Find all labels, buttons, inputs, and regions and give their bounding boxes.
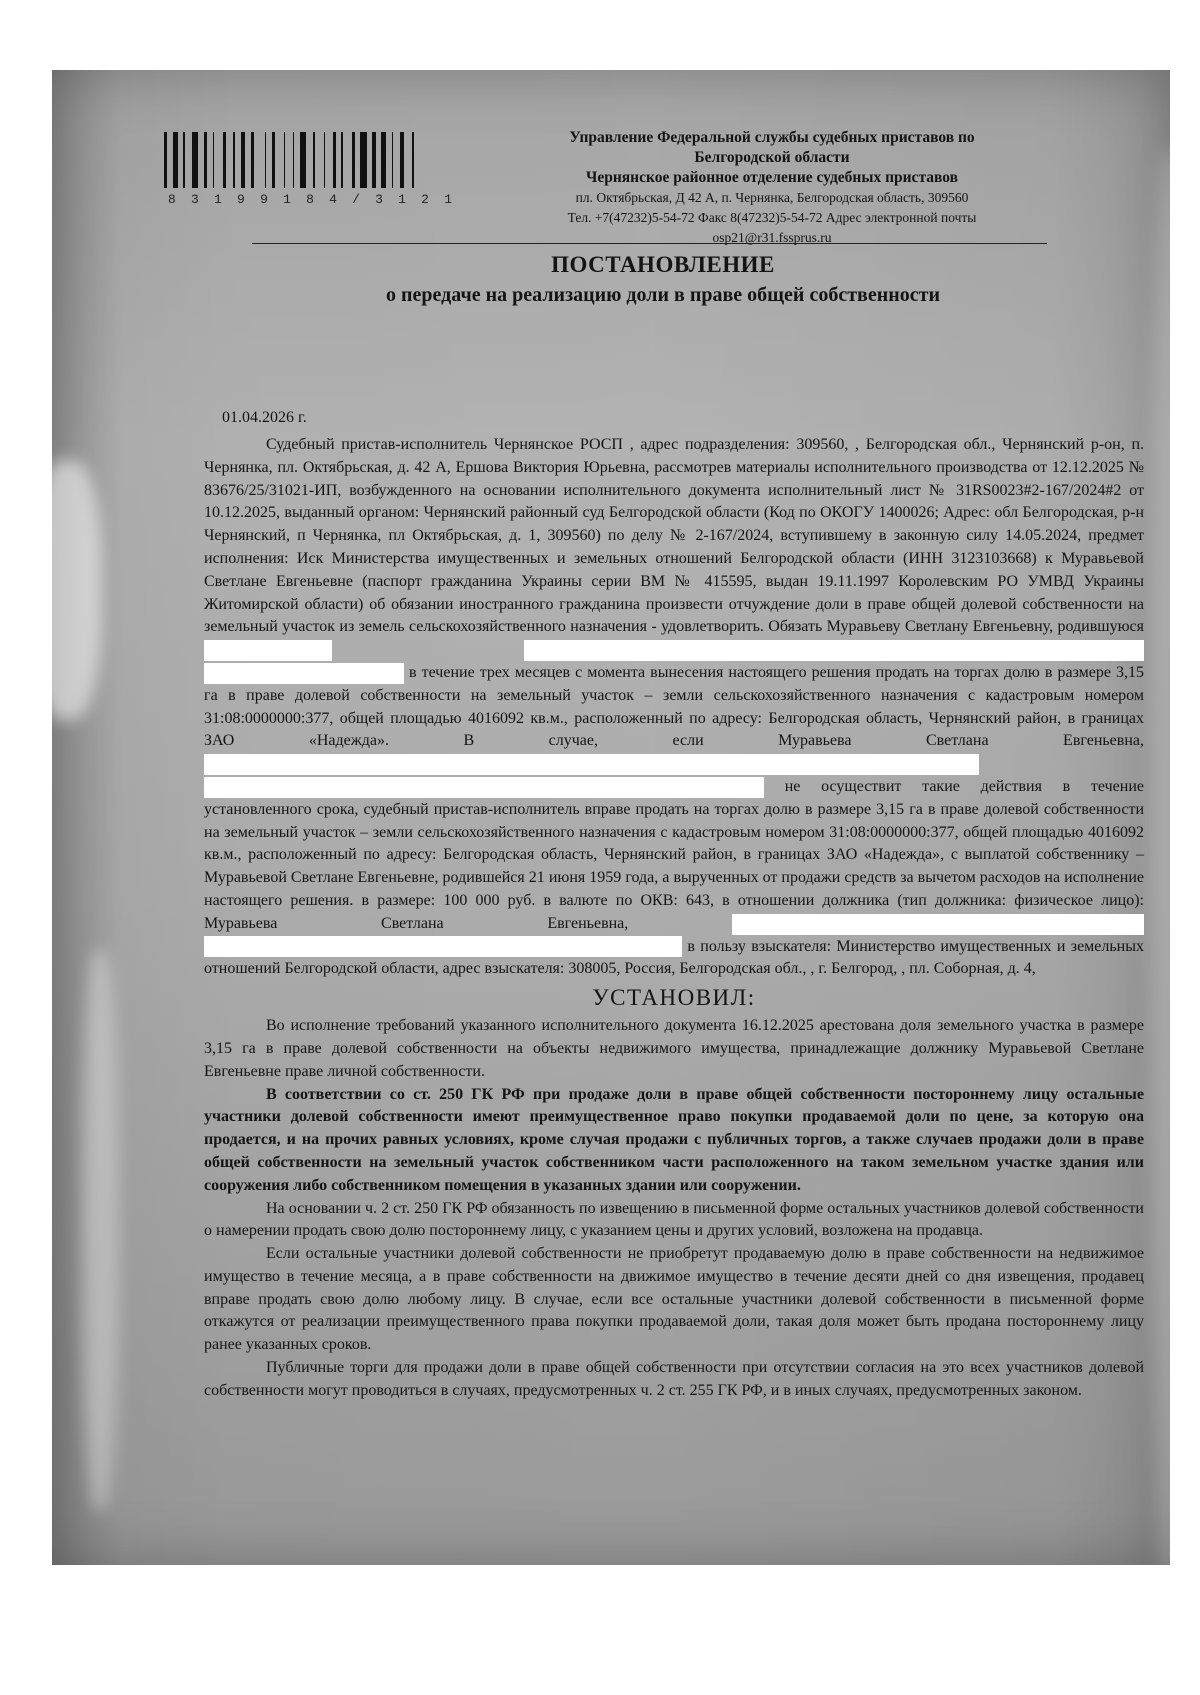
barcode-bar	[416, 132, 418, 188]
barcode-bars	[164, 132, 456, 188]
barcode-bar	[357, 132, 359, 188]
redaction-box	[204, 663, 404, 684]
barcode-bar	[378, 132, 380, 188]
barcode-bar	[251, 132, 254, 188]
barcode-bar	[317, 132, 322, 188]
barcode-bar	[209, 132, 211, 188]
barcode-digit: 1	[214, 192, 222, 207]
agency-address: пл. Октябрьская, Д 42 А, п. Чернянка, Белгородская область, 309560	[575, 190, 969, 205]
barcode-digit: 2	[421, 192, 429, 207]
barcode-bar	[406, 132, 411, 188]
document-date: 01.04.2026 г.	[222, 409, 307, 426]
paragraph-arrest: Во исполнение требований указанного исполнительного документа 16.12.2025 арестована доля земельного участка в размере 3,15 га в праве долевой собственности на объекты недвижимого имущества, принадлежащие должнику Муравьевой Светлане Евгеньевне праве личной собственности.	[204, 1017, 1144, 1080]
title-subtitle: о передаче на реализацию доли в праве общей собственности	[386, 284, 940, 306]
barcode-bar	[395, 132, 398, 188]
scan-streak	[82, 950, 118, 1510]
intro-text-a: Судебный пристав-исполнитель Чернянское РОСП , адрес подразделения: 309560, , Белгородская обл., Чернянский р-он, п. Чернянка, пл. Октябрьская, д. 42 А, Ершова Виктория Юрьевна, рассмотрев материалы исполнительного производства от 12.12.2025 № 83676/25/31021-ИП, возбужденного на основании исполнительного документа исполнительный лист № 31RS0023#2-167/2024#2 от 10.12.2025, выданный органом: Чернянский районный суд Белгородской области (Код по ОКОГУ 1400026; Адрес: обл Белгородская, р-н Чернянский, п Чернянка, пл Октябрьская, д. 1, 309560) по делу № 2-167/2024, вступившему в законную силу 14.05.2024, предмет исполнения: Иск Министерства имущественных и земельных отношений Белгородской области (ИНН 3123103668) к Муравьевой Светлане Евгеньевне (паспорт гражданина Украины серии ВМ № 415595, выдан 19.11.1997 Королевским РО УМВД Украины Житомирской области) об обязании иностранного гражданина произвести отчуждение доли в праве общей долевой собственности на земельный участок из земель сельскохозяйственного назначения - удовлетворить. Обязать Муравьеву Светлану Евгеньевну, родившуюся	[204, 436, 1144, 636]
title-main: ПОСТАНОВЛЕНИЕ	[551, 252, 775, 277]
scan-streak	[32, 460, 102, 720]
redaction-box	[204, 936, 682, 957]
scanned-page	[52, 70, 1170, 1565]
paragraph-sale-terms: Если остальные участники долевой собственности не приобретут продаваемую долю в праве собственности на недвижимое имущество в течение месяца, а в праве собственности на движимое имущество в течение десяти дней со дня извещения, продавец вправе продать свою долю любому лицу. В случае, если все остальные участники долевой собственности в письменной форме откажутся от реализации преимущественного права покупки продаваемой доли, такая доля может быть продана постороннему лицу ранее указанных сроков.	[204, 1245, 1144, 1354]
document-body	[204, 434, 1144, 1403]
barcode-digit: 1	[444, 192, 452, 207]
redaction-box	[204, 754, 979, 775]
barcode-bar	[213, 132, 215, 188]
barcode-bar	[268, 132, 270, 188]
barcode-bar	[164, 132, 167, 188]
barcode-digit: 8	[306, 192, 314, 207]
paragraph-article-250: В соответствии со ст. 250 ГК РФ при продаже доли в праве общей собственности постороннему лицу остальные участники долевой собственности имеют преимущественное право покупки продаваемой доли по цене, за которую она продается, и на прочих равных условиях, кроме случая продажи с публичных торгов, а также случаев продажи доли в праве общей собственности на земельный участок собственником части расположенного на таком земельном участке здания или сооружения либо собственником помещения в указанных здании или сооружении.	[204, 1085, 1144, 1194]
barcode-bar	[192, 132, 198, 188]
barcode-bar	[287, 132, 290, 188]
barcode	[164, 132, 456, 207]
barcode-digit: 3	[191, 192, 199, 207]
section-heading: УСТАНОВИЛ:	[592, 985, 756, 1011]
redaction-box	[204, 640, 332, 661]
barcode-bar	[200, 132, 202, 188]
barcode-digit: /	[352, 192, 360, 207]
barcode-bar	[345, 132, 350, 188]
barcode-bar	[216, 132, 221, 188]
barcode-bar	[327, 132, 330, 188]
barcode-bar	[313, 132, 315, 188]
barcode-bar	[204, 132, 207, 188]
barcode-bar	[256, 132, 262, 188]
barcode-bar	[237, 132, 239, 188]
barcode-bar	[341, 132, 343, 188]
paragraph-notice: На основании ч. 2 ст. 250 ГК РФ обязанность по извещению в письменной форме остальных участников долевой собственности о намерении продать свою долю постороннему лицу, с указанием цены и других условий, возложена на продавца.	[204, 1199, 1144, 1240]
barcode-bar	[352, 132, 355, 188]
barcode-bar	[228, 132, 231, 188]
barcode-digit: 1	[283, 192, 291, 207]
barcode-bar	[265, 132, 267, 188]
barcode-bar	[392, 132, 394, 188]
barcode-bar	[338, 132, 340, 188]
barcode-digit: 9	[260, 192, 268, 207]
header-rule	[252, 243, 1047, 244]
barcode-bar	[180, 132, 182, 188]
barcode-bar	[169, 132, 171, 188]
redaction-box	[732, 914, 1144, 935]
barcode-bar	[277, 132, 282, 188]
agency-header	[492, 128, 1052, 248]
barcode-digit: 9	[237, 192, 245, 207]
barcode-bar	[372, 132, 375, 188]
barcode-bar	[412, 132, 414, 188]
agency-phones: Тел. +7(47232)5-54-72 Факс 8(47232)5-54-72 Адрес электронной почты	[567, 210, 977, 225]
agency-line-2: Белгородской области	[694, 149, 850, 166]
barcode-bar	[381, 132, 386, 188]
paragraph-public-auction: Публичные торги для продажи доли в праве общей собственности при отсутствии согласия на это всех участников долевой собственности могут проводиться в случаях, предусмотренных ч. 2 ст. 255 ГК РФ, и в иных случаях, предусмотренных законом.	[204, 1359, 1144, 1399]
barcode-digit: 4	[329, 192, 337, 207]
document-title	[104, 250, 1200, 310]
barcode-digits	[164, 192, 456, 207]
barcode-bar	[247, 132, 249, 188]
agency-email: osp21@r31.fssprus.ru	[712, 230, 832, 245]
barcode-bar	[284, 132, 286, 188]
barcode-bar	[293, 132, 295, 188]
barcode-digit: 1	[398, 192, 406, 207]
barcode-bar	[223, 132, 226, 188]
barcode-bar	[400, 132, 403, 188]
barcode-bar	[241, 132, 246, 188]
barcode-bar	[296, 132, 298, 188]
redaction-box	[524, 640, 1144, 661]
barcode-bar	[272, 132, 275, 188]
barcode-bar	[308, 132, 311, 188]
barcode-digit: 8	[168, 192, 176, 207]
barcode-bar	[388, 132, 390, 188]
intro-text-b: в течение трех месяцев с момента вынесения настоящего решения продать на торгах долю в размере 3,15 га в праве долевой собственности на земельный участок – земли сельскохозяйственного назначения с кадастровым номером 31:08:0000000:377, общей площадью 4016092 кв.м., расположенный по адресу: Белгородская область, Чернянский район, в границах ЗАО «Надежда». В случае, если Муравьева Светлана Евгеньевна,	[204, 663, 1145, 750]
barcode-bar	[324, 132, 326, 188]
agency-line-3: Чернянское районное отделение судебных приставов	[585, 169, 958, 186]
barcode-bar	[233, 132, 235, 188]
scan-streak	[1152, 150, 1192, 1580]
agency-line-1: Управление Федеральной службы судебных приставов по	[569, 129, 975, 146]
barcode-bar	[300, 132, 306, 188]
barcode-digit: 3	[375, 192, 383, 207]
barcode-bar	[333, 132, 336, 188]
intro-text-d: в пользу взыскателя: Министерство имущественных и земельных отношений Белгородской области, адрес взыскателя: 308005, Россия, Белгородская обл., , г. Белгород, , пл. Соборная, д. 4,	[204, 937, 1144, 978]
barcode-bar	[183, 132, 185, 188]
barcode-bar	[369, 132, 371, 188]
paragraph-intro	[204, 434, 1144, 981]
redaction-box	[204, 777, 764, 798]
barcode-bar	[173, 132, 178, 188]
barcode-bar	[360, 132, 366, 188]
intro-text-c: не осуществит такие действия в течение установленного срока, судебный пристав-исполнитель вправе продать на торгах долю в размере 3,15 га в праве долевой собственности на земельный участок – земли сельскохозяйственного назначения с кадастровым номером 31:08:0000000:377, общей площадью 4016092 кв.м., расположенный по адресу: Белгородская область, Чернянский район, в границах ЗАО «Надежда», с выплатой собственнику – Муравьевой Светлане Евгеньевне, родившейся 21 июня 1959 года, а вырученных от продажи средств за вычетом расходов на исполнение настоящего решения. в размере: 100 000 руб. в валюте по ОКВ: 643, в отношении должника (тип должника: физическое лицо): Муравьева Светлана Евгеньевна,	[204, 777, 1145, 932]
barcode-bar	[187, 132, 190, 188]
